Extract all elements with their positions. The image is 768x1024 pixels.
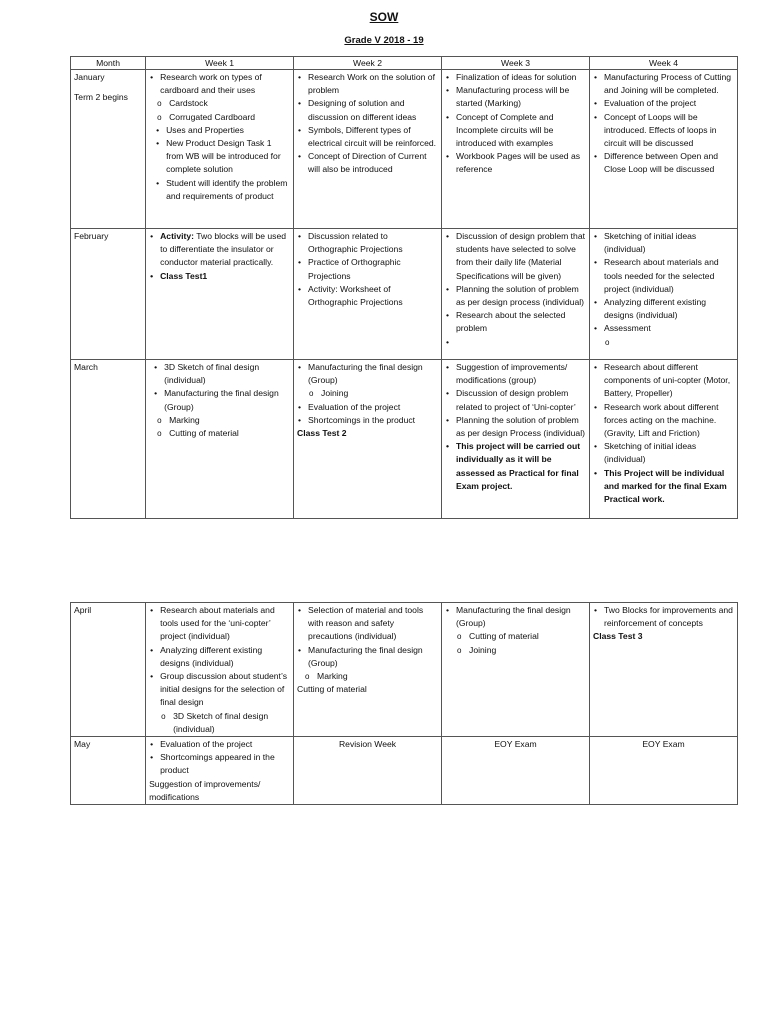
sub-list-item: o Cutting of material [149, 427, 290, 440]
week-cell: EOY Exam [442, 737, 590, 805]
header-week-4: Week 4 [589, 57, 737, 70]
list-item: • Suggestion of improvements/ modifications (group) [445, 361, 586, 387]
list-item: • Shortcomings appeared in the product [149, 751, 290, 777]
list-item: • Uses and Properties [155, 124, 290, 137]
sow-table-term-part-1 [70, 56, 738, 519]
list-item: • Research about the selected problem [445, 309, 586, 335]
list-item: • Manufacturing the final design (Group) [445, 604, 586, 630]
list-item: • Evaluation of the project [297, 401, 438, 414]
list-item: • Research work about different forces acting on the machine. (Gravity, Lift and Friction) [593, 401, 734, 441]
list-item: • Analyzing different existing designs (individual) [149, 644, 290, 670]
class-test: Class Test 2 [297, 428, 347, 439]
list-item: • Analyzing different existing designs (individual) [593, 296, 734, 322]
list-item: • Shortcomings in the product [297, 414, 438, 427]
week-cell [442, 603, 590, 737]
list-item: • Research about materials and tools used for the ‘uni-copter’ project (individual) [149, 604, 290, 644]
header-week-2: Week 2 [294, 57, 442, 70]
week-cell: Revision Week [294, 737, 442, 805]
list-item: • Designing of solution and discussion on different ideas [297, 97, 438, 123]
list-item: • This project will be carried out individually as it will be assessed as Practical for final Exam project. [445, 440, 586, 493]
week-cell [442, 229, 590, 360]
row-february [71, 229, 738, 360]
sub-list-item: o Joining [449, 644, 586, 657]
document-title: SOW [369, 10, 399, 24]
month-label: February [74, 231, 109, 241]
month-cell [71, 737, 146, 805]
class-test: • Class Test1 [149, 270, 290, 283]
month-label: January [74, 72, 105, 82]
list-item: • Manufacturing the final design (Group) [153, 387, 290, 413]
list-item: • Practice of Orthographic Projections [297, 256, 438, 282]
sub-list-item: o Corrugated Cardboard [149, 111, 290, 124]
list-item: • Finalization of ideas for solution [445, 71, 586, 84]
month-label: April [74, 605, 92, 615]
list-item: • Manufacturing the final design (Group) [297, 361, 438, 387]
sub-list-item: o Joining [301, 387, 438, 400]
list-item: • Concept of Complete and Incomplete circuits will be introduced with examples [445, 111, 586, 151]
list-item: • Assessment [593, 322, 734, 335]
week-cell [589, 360, 737, 519]
list-tail-text: Cutting of material [297, 684, 367, 695]
header-row [71, 57, 738, 70]
list-item: • Sketching of initial ideas (individual) [593, 230, 734, 256]
list-item: • Discussion of design problem that students have selected to solve from their daily life (Material Specifications will be given) [445, 230, 586, 283]
term-note: Term 2 begins [74, 92, 128, 103]
week-cell: EOY Exam [589, 737, 737, 805]
week-cell [146, 229, 294, 360]
list-item: • Manufacturing process will be started (Marking) [445, 84, 586, 110]
list-item: • Research work on types of cardboard and their uses [149, 71, 290, 97]
list-item: • Manufacturing Process of Cutting and Joining will be completed. [593, 71, 734, 97]
list-item [297, 283, 438, 309]
list-item: • Sketching of initial ideas (individual) [593, 440, 734, 466]
list-item: • Concept of Loops will be introduced. Effects of loops in circuit will be discussed [593, 111, 734, 151]
list-item [149, 230, 290, 270]
row-march [71, 360, 738, 519]
list-item: • 3D Sketch of final design (individual) [153, 361, 290, 387]
week-cell [294, 360, 442, 519]
list-item: • Planning the solution of problem as per design process (individual) [445, 283, 586, 309]
header-week-3: Week 3 [442, 57, 590, 70]
list-item: • Student will identify the problem and requirements of product [155, 177, 290, 203]
list-item: • Evaluation of the project [149, 738, 290, 751]
activity-label: Activity: [308, 283, 338, 294]
list-item: • Planning the solution of problem as per design Process (individual) [445, 414, 586, 440]
list-item: • Discussion related to Orthographic Projections [297, 230, 438, 256]
week-cell [146, 737, 294, 805]
month-cell [71, 229, 146, 360]
list-item: • Two Blocks for improvements and reinforcement of concepts [593, 604, 734, 630]
document-subtitle: Grade V 2018 - 19 [344, 35, 424, 46]
sub-list-item: o 3D Sketch of final design (individual) [153, 710, 290, 736]
week-cell [146, 70, 294, 229]
row-may [71, 737, 738, 805]
activity-text: Worksheet of Orthographic Projections [308, 283, 403, 308]
row-april [71, 603, 738, 737]
week-cell [589, 603, 737, 737]
month-label: March [74, 362, 98, 372]
list-item: • Discussion of design problem related to project of ‘Uni-copter’ [445, 387, 586, 413]
list-item: • Manufacturing the final design (Group) [297, 644, 438, 670]
header-week-1: Week 1 [146, 57, 294, 70]
activity-text: Two blocks will be used to differentiate the insulator or conductor material practically. [160, 231, 287, 268]
list-item: • Research Work on the solution of problem [297, 71, 438, 97]
week-cell [146, 360, 294, 519]
sow-table-term-part-2 [70, 602, 738, 805]
sub-list-item: o Marking [149, 414, 290, 427]
sub-list-item: o Cardstock [149, 97, 290, 110]
month-cell [71, 603, 146, 737]
list-item: • Research about different components of uni-copter (Motor, Battery, Propeller) [593, 361, 734, 401]
sub-list-item: o Marking [297, 670, 438, 683]
week-cell [589, 70, 737, 229]
week-cell [589, 229, 737, 360]
list-item: • This Project will be individual and marked for the final Exam Practical work. [593, 467, 734, 507]
row-january [71, 70, 738, 229]
list-item: • Symbols, Different types of electrical circuit will be reinforced. [297, 124, 438, 150]
week-cell [442, 70, 590, 229]
list-item: • Group discussion about student’s initial designs for the selection of final design [149, 670, 290, 710]
month-cell [71, 70, 146, 229]
header-month: Month [71, 57, 146, 70]
list-item: • Concept of Direction of Current will also be introduced [297, 150, 438, 176]
list-item: • Research about materials and tools needed for the selected project (individual) [593, 256, 734, 296]
list-item: • Difference between Open and Close Loop will be discussed [593, 150, 734, 176]
list-item: • Selection of material and tools with reason and safety precautions (individual) [297, 604, 438, 644]
week-cell [146, 603, 294, 737]
week-cell [294, 603, 442, 737]
sub-list-item: o Cutting of material [449, 630, 586, 643]
month-label: May [74, 739, 91, 750]
list-item: • Workbook Pages will be used as reference [445, 150, 586, 176]
month-cell [71, 360, 146, 519]
week-cell [442, 360, 590, 519]
activity-label: Activity: [160, 231, 194, 241]
list-item: • Evaluation of the project [593, 97, 734, 110]
week-cell [294, 70, 442, 229]
list-tail-text: Suggestion of improvements/ modifications [149, 778, 261, 802]
list-item: • New Product Design Task 1 from WB will be introduced for complete solution [155, 137, 290, 177]
week-cell [294, 229, 442, 360]
class-test: Class Test 3 [592, 631, 643, 642]
